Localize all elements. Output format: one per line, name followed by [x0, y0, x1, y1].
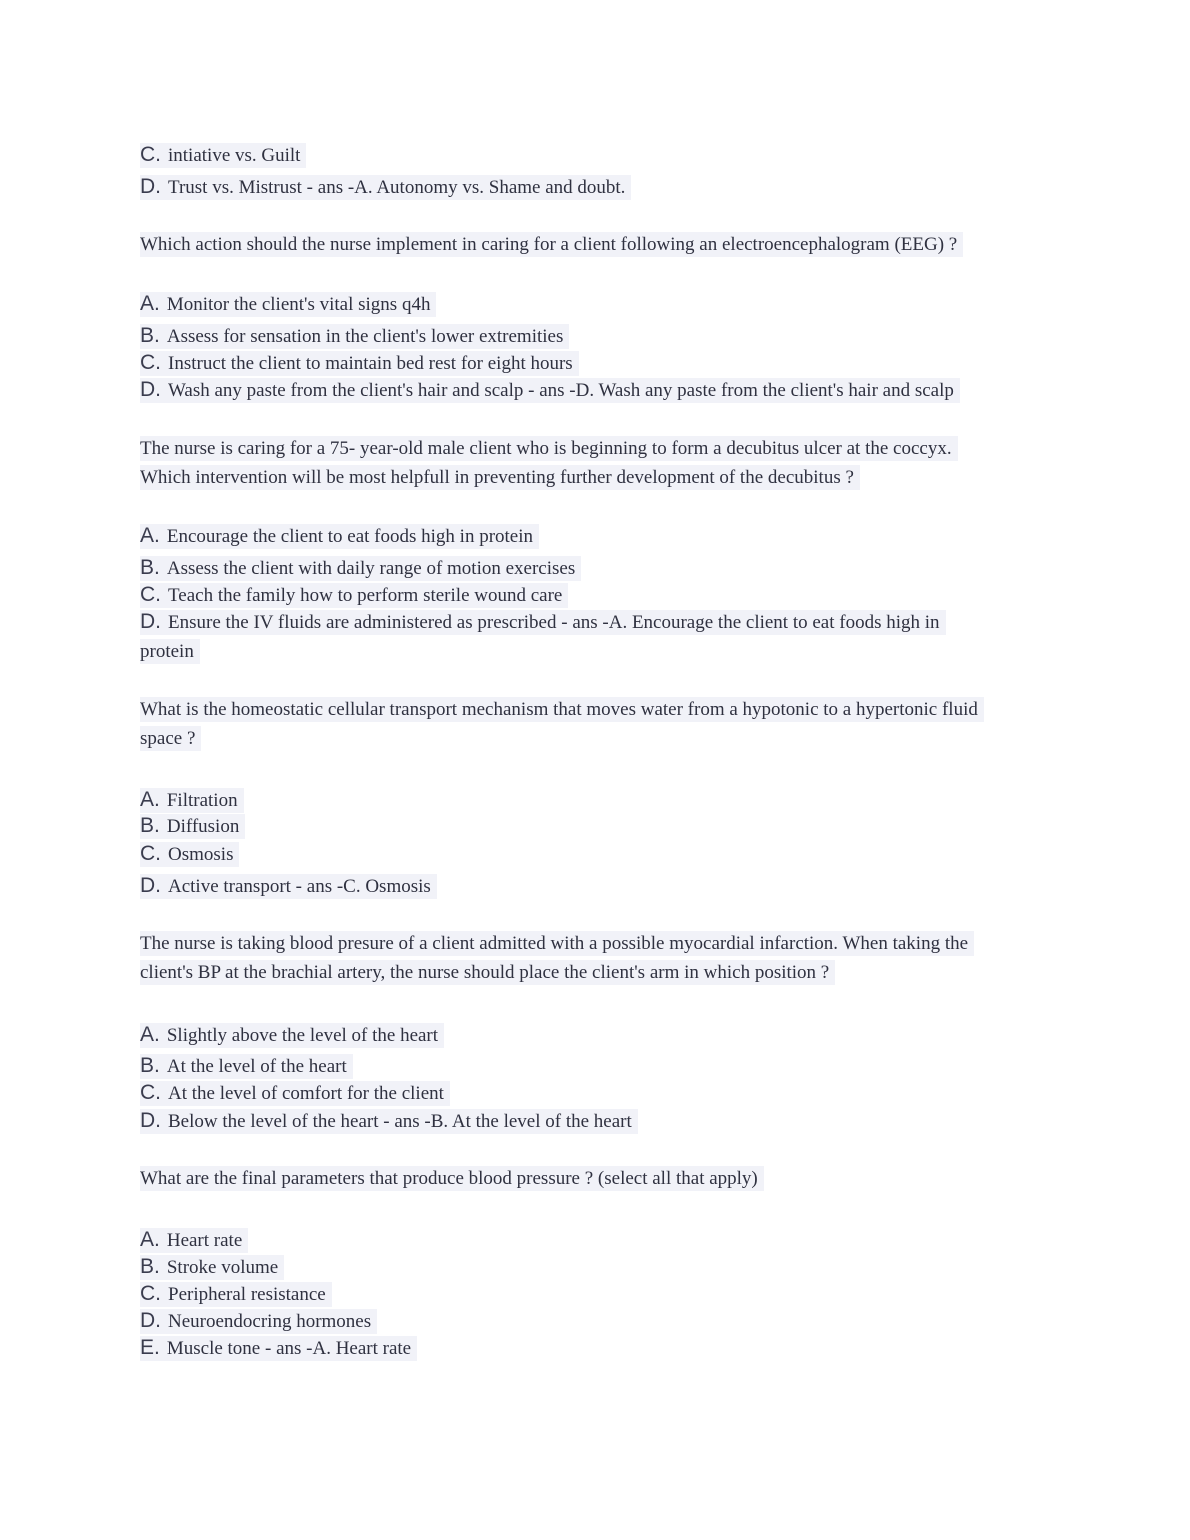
option-letter: C.: [140, 842, 161, 865]
question-text: Which intervention will be most helpfull in preventing further development of the decubitus ?: [140, 465, 860, 490]
option-text: Diffusion: [166, 816, 240, 837]
question-text: What are the final parameters that produce blood pressure ? (select all that apply): [140, 1166, 764, 1191]
option-line: [140, 812, 245, 840]
option-letter: A.: [140, 1228, 160, 1251]
option-letter: A.: [140, 292, 160, 315]
option-text: At the level of comfort for the client: [168, 1083, 444, 1104]
option-letter: D.: [140, 610, 161, 633]
option-letter: B.: [140, 1054, 160, 1077]
option-line: [140, 608, 946, 636]
option-line: [140, 1226, 248, 1254]
option-line: [140, 840, 239, 868]
option-text: Assess the client with daily range of motion exercises: [166, 558, 576, 579]
option-text: Ensure the IV fluids are administered as prescribed - ans -A. Encourage the client to eat foods high in: [168, 612, 940, 633]
question-text: The nurse is taking blood presure of a client admitted with a possible myocardial infarction. When taking the: [140, 931, 974, 956]
option-letter: D.: [140, 874, 161, 897]
option-text: Osmosis: [168, 844, 234, 865]
option-line: [140, 1280, 332, 1308]
option-letter: D.: [140, 1109, 161, 1132]
question-line: [140, 1165, 764, 1192]
option-letter: A.: [140, 1023, 160, 1046]
option-letter: A.: [140, 524, 160, 547]
option-letter: C.: [140, 583, 161, 606]
continuation-line: [140, 638, 200, 665]
option-line: [140, 141, 306, 169]
continuation-text: protein: [140, 639, 200, 664]
option-letter: A.: [140, 788, 160, 811]
option-text: Teach the family how to perform sterile wound care: [168, 585, 563, 606]
option-line: [140, 349, 579, 377]
option-line: [140, 1334, 417, 1362]
option-line: [140, 1052, 353, 1080]
option-text: Heart rate: [166, 1230, 243, 1251]
option-text: Instruct the client to maintain bed rest for eight hours: [168, 353, 573, 374]
option-text: Monitor the client's vital signs q4h: [166, 294, 431, 315]
continuation-line: [140, 725, 201, 752]
option-line: [140, 581, 568, 609]
question-line: [140, 930, 974, 957]
option-text: Muscle tone - ans -A. Heart rate: [166, 1338, 412, 1359]
option-line: [140, 1253, 284, 1281]
option-text: Assess for sensation in the client's lower extremities: [166, 326, 564, 347]
option-letter: D.: [140, 378, 161, 401]
option-line: [140, 290, 436, 318]
option-letter: D.: [140, 1309, 161, 1332]
option-letter: C.: [140, 1282, 161, 1305]
option-text: Active transport - ans -C. Osmosis: [168, 876, 431, 897]
option-text: Stroke volume: [166, 1257, 279, 1278]
option-letter: B.: [140, 556, 160, 579]
option-line: [140, 376, 960, 404]
option-letter: B.: [140, 324, 160, 347]
question-text: client's BP at the brachial artery, the nurse should place the client's arm in which position ?: [140, 960, 835, 985]
option-line: [140, 1107, 638, 1135]
question-line: [140, 464, 860, 491]
option-line: [140, 872, 437, 900]
question-text: What is the homeostatic cellular transport mechanism that moves water from a hypotonic to a hypertonic fluid: [140, 697, 984, 722]
option-letter: D.: [140, 175, 161, 198]
option-line: [140, 522, 539, 550]
option-line: [140, 1079, 450, 1107]
option-text: Encourage the client to eat foods high in protein: [166, 526, 534, 547]
option-letter: C.: [140, 1081, 161, 1104]
option-text: Slightly above the level of the heart: [166, 1025, 439, 1046]
option-letter: B.: [140, 1255, 160, 1278]
question-line: [140, 231, 963, 258]
question-line: [140, 696, 984, 723]
continuation-text: space ?: [140, 726, 201, 751]
option-line: [140, 554, 581, 582]
option-text: Trust vs. Mistrust - ans -A. Autonomy vs. Shame and doubt.: [168, 177, 626, 198]
option-line: [140, 786, 244, 814]
option-line: [140, 1021, 444, 1049]
question-line: [140, 435, 958, 462]
question-text: The nurse is caring for a 75- year-old male client who is beginning to form a decubitus ulcer at the coccyx.: [140, 436, 958, 461]
option-text: intiative vs. Guilt: [168, 145, 301, 166]
option-letter: C.: [140, 143, 161, 166]
option-line: [140, 173, 631, 201]
question-text: Which action should the nurse implement in caring for a client following an electroencephalogram (EEG) ?: [140, 232, 963, 257]
option-letter: E.: [140, 1336, 160, 1359]
option-line: [140, 322, 569, 350]
option-text: Peripheral resistance: [168, 1284, 326, 1305]
option-line: [140, 1307, 377, 1335]
option-text: At the level of the heart: [166, 1056, 347, 1077]
option-text: Below the level of the heart - ans -B. At the level of the heart: [168, 1111, 632, 1132]
option-text: Filtration: [166, 790, 238, 811]
option-letter: C.: [140, 351, 161, 374]
option-text: Neuroendocring hormones: [168, 1311, 372, 1332]
option-text: Wash any paste from the client's hair and scalp - ans -D. Wash any paste from the client's hair and scalp: [168, 380, 954, 401]
option-letter: B.: [140, 814, 160, 837]
question-line: [140, 959, 835, 986]
